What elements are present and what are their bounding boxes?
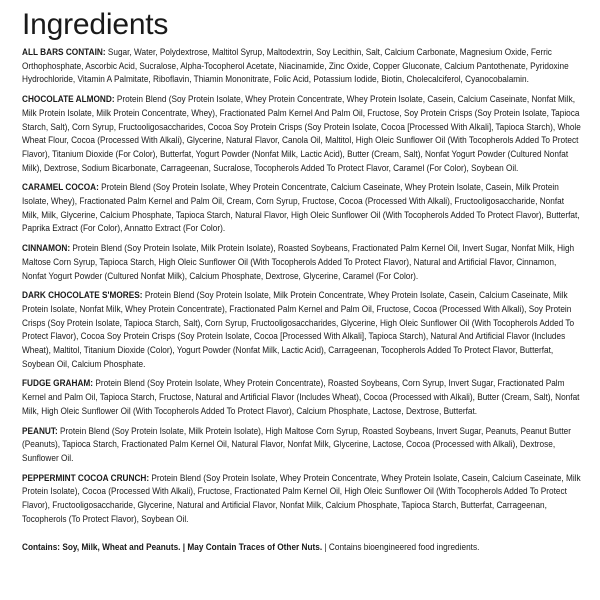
section-body: Protein Blend (Soy Protein Isolate, Whey Protein Concentrate), Roasted Soybeans, Corn Syrup, Invert Sugar, Fractionated Palm Kernel and Palm Oil, Tapioca Starch, Fructose, Natural and Artificial Flavor (Includes Wheat), Cocoa (Processed with Alkali), Butter (Cream, Salt), Nonfat Milk, High Oleic Sunflower Oil (With Tocopherols Added To Protect Flavor), Calcium Phosphate, Lactose, Dextrose, Butterfat.	[22, 378, 580, 417]
section-heading: CHOCOLATE ALMOND:	[22, 94, 115, 106]
allergen-separator: |	[182, 541, 186, 553]
allergen-contains: Contains: Soy, Milk, Wheat and Peanuts.	[22, 541, 181, 553]
bioengineered-statement: Contains bioengineered food ingredients.	[328, 541, 480, 553]
section-body: Protein Blend (Soy Protein Isolate, Milk Protein Isolate), High Maltose Corn Syrup, Roasted Soybeans, Invert Sugar, Peanuts, Peanut Butter (Peanuts), Tapioca Starch, Fractionated Palm Kernel Oil, Natural Flavor, Nonfat Milk, Glycerine, Lactose, Cocoa (Processed with Alkali), Dextrose, Sunflower Oil.	[22, 425, 571, 464]
section-body: Sugar, Water, Polydextrose, Maltitol Syrup, Maltodextrin, Soy Lecithin, Salt, Calcium Carbonate, Magnesium Oxide, Ferric Orthophosphate, Ascorbic Acid, Sucralose, Alpha-Tocopherol Acetate, Niacinamide, Zinc Oxide, Copper Gluconate, Calcium Pantothenate, Pyridoxine Hydrochloride, Vitamin A Palmitate, Riboflavin, Thiamin Mononitrate, Folic Acid, Potassium Iodide, Biotin, Cholecalciferol, Cyanocobalamin.	[22, 47, 569, 86]
section-heading: ALL BARS CONTAIN:	[22, 47, 106, 58]
section-fudge-graham	[22, 377, 582, 418]
section-heading: PEANUT:	[22, 425, 58, 437]
section-chocolate-almond	[22, 93, 582, 175]
section-heading: DARK CHOCOLATE S'MORES:	[22, 290, 143, 302]
section-peanut	[22, 425, 582, 466]
section-caramel-cocoa	[22, 181, 582, 236]
section-body: Protein Blend (Soy Protein Isolate, Milk Protein Isolate), Roasted Soybeans, Fractionated Palm Kernel Oil, Invert Sugar, Nonfat Milk, High Maltose Corn Syrup, Tapioca Starch, High Oleic Sunflower Oil (With Tocopherols Added To Protect Flavor), Natural and Artificial Flavor, Cinnamon, Nonfat Yogurt Powder (Cultured Nonfat Milk), Calcium Phosphate, Dextrose, Glycerine, Caramel (For Color).	[22, 243, 575, 282]
section-all-bars	[22, 46, 582, 87]
section-heading: PEPPERMINT COCOA CRUNCH:	[22, 472, 150, 484]
section-cinnamon	[22, 242, 582, 283]
section-dark-chocolate-smores	[22, 289, 582, 371]
page-title: Ingredients	[22, 8, 169, 41]
section-body: Protein Blend (Soy Protein Isolate, Whey Protein Concentrate, Calcium Caseinate, Whey Protein Isolate, Casein, Milk Protein Isolate, Whey), Fractionated Palm Kernel and Palm Oil, Cream, Corn Syrup, Fructose, Cocoa (Processed With Alkali), Fructooligosaccharide, Nonfat Milk, Milk, Glycerine, Calcium Phosphate, Tapioca Starch, Natural Flavor, High Oleic Sunflower Oil (With Tocopherols Added To Protect Flavor), Butterfat, Paprika Extract (For Color), Annatto Extract (For Color).	[22, 182, 580, 235]
section-peppermint-cocoa-crunch	[22, 472, 582, 527]
section-heading: CARAMEL COCOA:	[22, 182, 99, 194]
section-heading: FUDGE GRAHAM:	[22, 378, 94, 390]
ingredients-panel	[22, 8, 582, 594]
allergen-statement	[22, 541, 582, 555]
section-body: Protein Blend (Soy Protein Isolate, Whey Protein Concentrate, Whey Protein Isolate, Casein, Calcium Caseinate, Milk Protein Isolate), Cocoa (Processed With Alkali), Fructose, Fractionated Palm Kernel Oil, High Oleic Sunflower Oil (With Tocopherols Added To Protect Flavor), Fructooligosaccharide, Glycerine, Natural and Artificial Flavor, Nonfat Milk, Calcium Phosphate, Tapioca Starch, Butterfat, Carrageenan, Tocopherols (To Protect Flavor), Soybean Oil.	[22, 472, 581, 525]
allergen-separator: |	[324, 541, 327, 553]
allergen-traces: May Contain Traces of Other Nuts.	[187, 541, 323, 553]
section-body: Protein Blend (Soy Protein Isolate, Milk Protein Concentrate, Whey Protein Isolate, Casein, Calcium Caseinate, Milk Protein Isolate, Nonfat Milk, Whey Protein Concentrate), Fractionated Palm Kernel and Palm Oil, Fructose, Cocoa (Processed With Alkali), Soy Protein Crisps (Soy Protein Isolate, Tapioca Starch, Salt), Corn Syrup, Fructooligosaccharides, Glycerine, High Oleic Sunflower Oil (With Tocopherols Added To Protect Flavor), Cocoa Soy Protein Crisps (Soy Protein Isolate, Cocoa [Processed With Alkali], Tapioca Starch), Natural And Artificial Flavor (Includes Wheat), Maltitol, Titanium Dioxide (Color), Yogurt Powder (Nonfat Milk, Lactic Acid), Carrageenan, Tocopherols Added To Protect Flavor, Butterfat, Soybean Oil, Calcium Phosphate.	[22, 290, 575, 370]
section-heading: CINNAMON:	[22, 243, 71, 255]
section-body: Protein Blend (Soy Protein Isolate, Whey Protein Concentrate, Whey Protein Isolate, Casein, Calcium Caseinate, Nonfat Milk, Milk Protein Isolate, Milk Protein Concentrate, Whey), Fractionated Palm Kernel And Palm Oil, Fructose, Soy Protein Crisps (Soy Protein Isolate, Tapioca Starch, Salt), Corn Syrup, Fructooligosaccharides, Cocoa Soy Protein Crisps (Soy Protein Isolate, Cocoa [Processed With Alkali], Tapioca Starch), Whole Wheat Flour, Cocoa (Processed With Alkali), Glycerine, Natural Flavor, Canola Oil, Maltitol, High Oleic Sunflower Oil (With Tocopherols Added To Protect Flavor), Titanium Dioxide (For Color), Butterfat, Yogurt Powder (Nonfat Milk, Lactic Acid), Butter (Cream, Salt), Nonfat Yogurt Powder (Cultured Nonfat Milk), Dextrose, Sodium Bicarbonate, Carrageenan, Sucralose, Tocopherols Added To Protect Flavor, Caramel (For Color), Soybean Oil.	[22, 94, 581, 174]
